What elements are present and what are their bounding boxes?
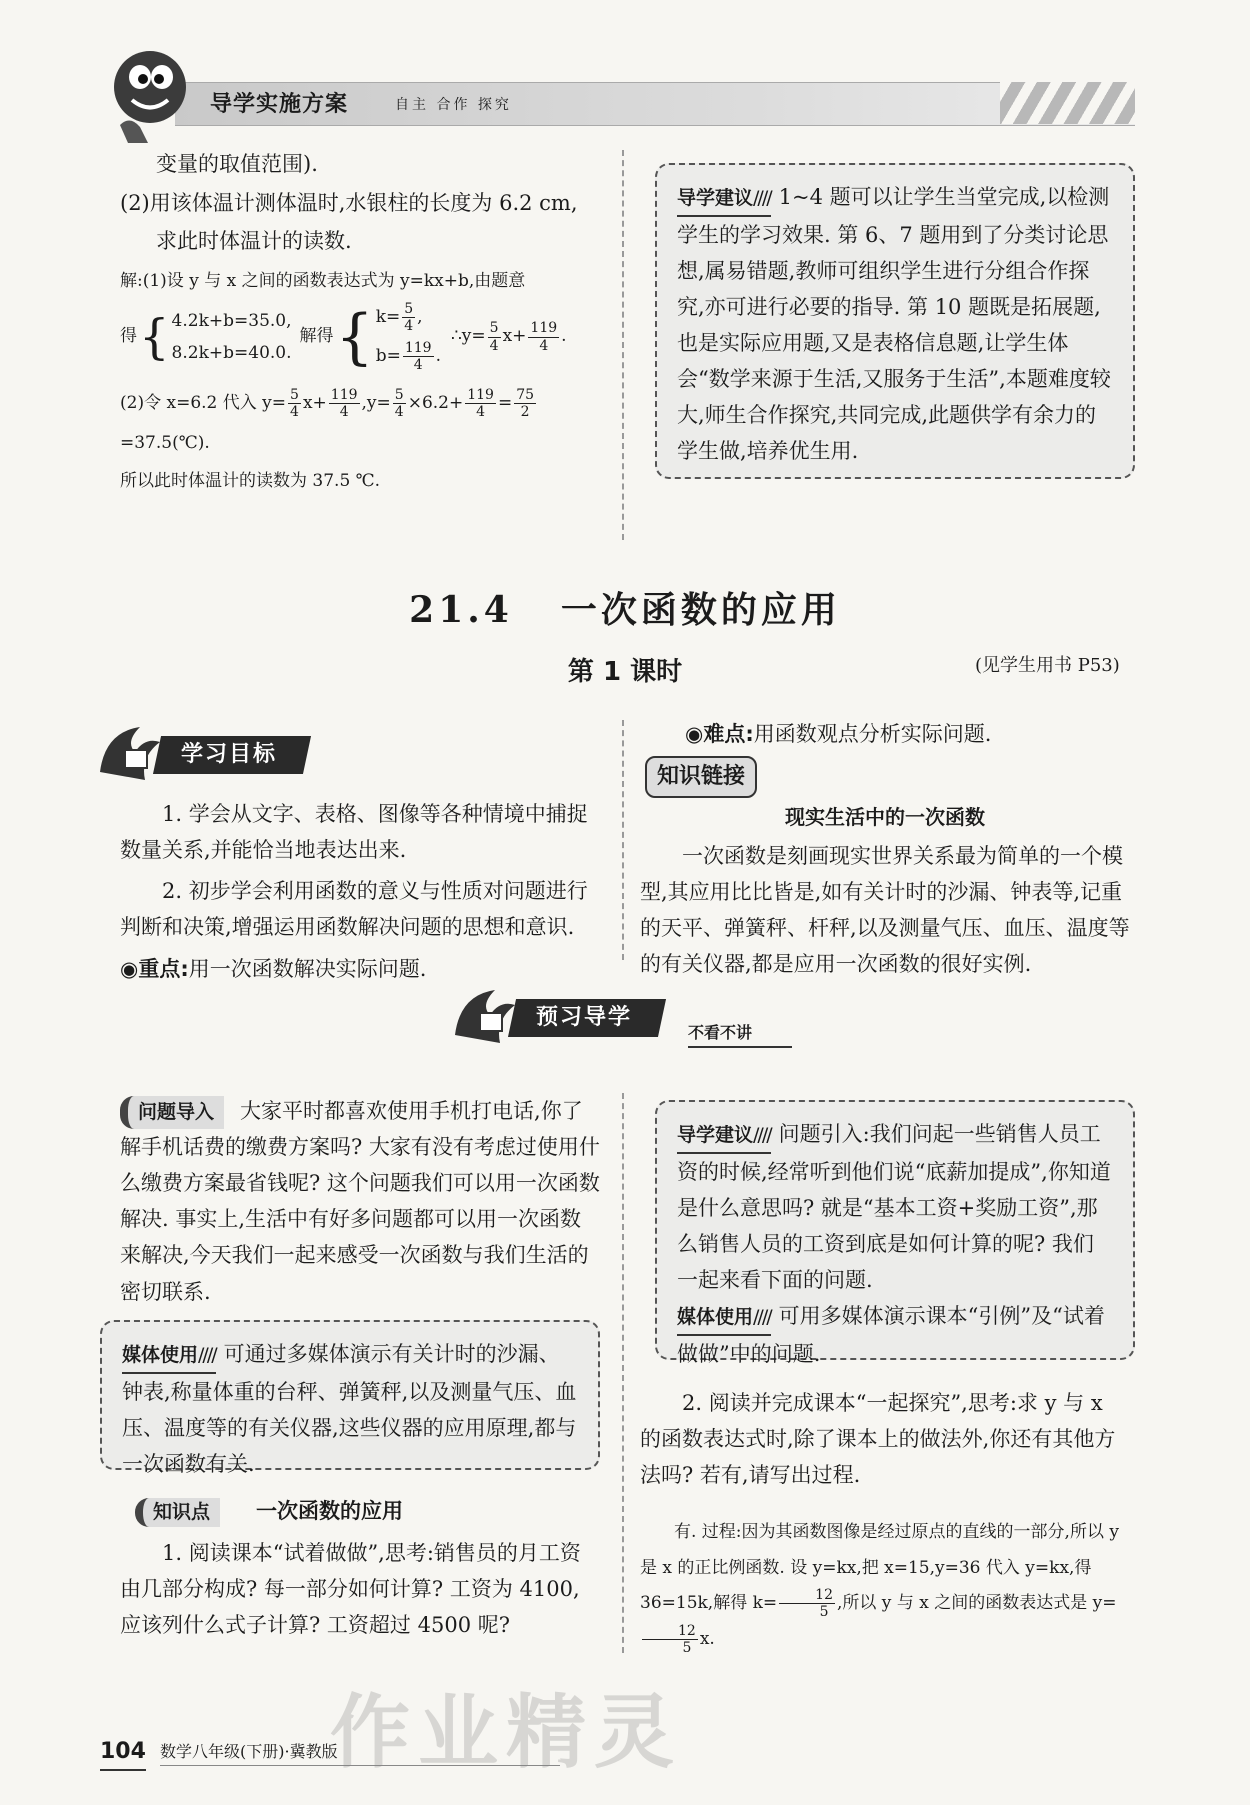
fraction [402, 301, 415, 334]
solution-intro: 解:(1)设 y 与 x 之间的函数表达式为 y=kx+b,由题意 [120, 270, 526, 291]
knowledge-link-text: 一次函数是刻画现实世界关系最为简单的一个模型,其应用比比皆是,如有关计时的沙漏、钟表等,记重的天平、弹簧秤、杆秤,以及测量气压、血压、温度等的有关仪器,都是应用一次函数的很好实例. [640, 844, 1130, 977]
denominator: 5 [819, 1604, 829, 1621]
flame-icon [450, 985, 520, 1047]
denominator: 4 [394, 404, 404, 421]
goals-banner-label [153, 736, 311, 774]
lesson-title: 第 1 课时 [567, 657, 683, 687]
equation-1: 4.2k+b=35.0, [171, 310, 292, 331]
system-equations [172, 305, 292, 370]
conclusion: 所以此时体温计的读数为 37.5 ℃. [120, 470, 381, 491]
media-tag [677, 1301, 771, 1336]
difficulty-text: 用函数观点分析实际问题. [753, 722, 992, 746]
numerator: 12 [642, 1623, 698, 1640]
answer-part: 有. 过程:因为其函数图像是经过原点的直线的一部分,所以 y 是 x 的正比例函数. 设 y=kx,把 x=15,y=36 代入 y=kx,得 36=15k,解得 k= [640, 1522, 1119, 1614]
numerator: 119 [330, 387, 358, 404]
knowledge-link-tag: 知识链接 [645, 756, 757, 798]
guide-tag-label: 导学建议 [677, 187, 754, 209]
guide-tag [677, 182, 771, 217]
hatch-mark: //// [753, 187, 771, 209]
k-label: k= [375, 306, 401, 327]
goal-item: 1. 学会从文字、表格、图像等各种情境中捕捉数量关系,并能恰当地表达出来. [120, 802, 588, 862]
knowledge-link-heading: 现实生活中的一次函数 [785, 805, 985, 829]
numerator: 5 [404, 300, 414, 317]
media-tag [122, 1339, 216, 1374]
section-number: 21.4 [409, 589, 513, 631]
column-divider [622, 1093, 624, 1653]
student-book-ref: (见学生用书 P53) [975, 655, 1120, 676]
denominator: 4 [339, 404, 349, 421]
column-divider [622, 720, 624, 960]
system-prefix: 得 [120, 326, 137, 347]
fraction [465, 387, 496, 420]
numerator: 5 [489, 320, 499, 337]
goals-list [120, 797, 600, 987]
difficulty-label: ◉难点: [685, 722, 754, 746]
text-line: 变量的取值范围). [156, 152, 318, 176]
guide-text: 问题引入:我们问起一些销售人员工资的时候,经常听到他们说“底薪加提成”,你知道是什么意思吗? 就是“基本工资+奖励工资”,那么销售人员的工资到底是如何计算的呢? 我们一起来看下面的问题. [677, 1122, 1111, 1292]
denominator: 4 [290, 404, 299, 421]
hatch-mark: //// [753, 1306, 771, 1329]
key-label: ◉重点: [120, 956, 189, 981]
text-line: 求此时体温计的读数. [156, 229, 352, 254]
guide-tip-box [655, 163, 1135, 479]
brace-left: { [139, 309, 170, 366]
page-number: 104 [100, 1735, 146, 1771]
section-name: 一次函数的应用 [560, 589, 841, 631]
b-label: b= [375, 346, 401, 367]
part2-prefix: (2)令 x=6.2 代入 y= [120, 393, 287, 414]
media-text: 可用多媒体演示课本“引例”及“试着做做”中的问题. [677, 1304, 1105, 1366]
knowledge-point-heading [135, 1495, 595, 1528]
fraction [393, 387, 406, 420]
watermark: 作业精灵 [330, 1685, 682, 1779]
header-subtitle: 自主 合作 探究 [395, 97, 512, 113]
book-name: 数学八年级(下册)·冀教版 [160, 1740, 560, 1766]
top-left-block [120, 148, 600, 495]
preview-banner-label [508, 999, 666, 1037]
media-tag-label: 媒体使用 [122, 1344, 199, 1366]
media-tip-box [100, 1320, 600, 1476]
hatch-mark: //// [753, 1124, 771, 1146]
media-tag-label: 媒体使用 [677, 1306, 754, 1329]
knowledge-point-tag: 知识点 [135, 1498, 220, 1527]
question-2-answer [640, 1515, 1130, 1658]
answer-part: x. [699, 1629, 715, 1650]
goals-banner [95, 722, 365, 784]
intro-text: 大家平时都喜欢使用手机打电话,你了解手机话费的缴费方案吗? 大家有没有考虑过使用什么缴费方案最省钱呢? 这个问题我们可以用一次函数解决. 事实上,生活中有好多问题都可以用一次函数来解决,今天我们一起来感受一次函数与我们生活的密切联系. [120, 1099, 600, 1304]
text-line: (2)用该体温计测体温时,水银柱的长度为 6.2 cm, [120, 190, 578, 215]
header-title: 导学实施方案 [210, 91, 349, 117]
flame-icon [95, 722, 165, 784]
fraction [488, 320, 501, 353]
fraction [403, 340, 434, 373]
denominator: 4 [489, 337, 499, 354]
key-text: 用一次函数解决实际问题. [188, 956, 427, 981]
preview-sub: 不看不讲 [688, 1021, 792, 1048]
header-stripes [1000, 82, 1135, 124]
denominator: 2 [520, 404, 530, 421]
question-1: 1. 阅读课本“试着做做”,思考:销售员的月工资由几部分构成? 每一部分如何计算? 工资为 4100,应该列什么式子计算? 工资超过 4500 呢? [120, 1541, 581, 1638]
goals-banner-text: 学习目标 [181, 742, 278, 767]
solve-word: 解得 [299, 326, 334, 347]
preview-banner-text: 预习导学 [536, 1005, 633, 1030]
guide-tip-box-2 [655, 1100, 1135, 1366]
question-2: 2. 阅读并完成课本“一起探究”,思考:求 y 与 x 的函数表达式时,除了课本上的做法外,你还有其他方法吗? 若有,请写出过程. [640, 1391, 1116, 1488]
denominator: 4 [476, 404, 486, 421]
part2-line [120, 387, 600, 420]
numerator: 75 [516, 387, 535, 404]
denominator: 4 [404, 317, 414, 334]
equation-2: 8.2k+b=40.0. [171, 343, 292, 364]
fraction [514, 387, 536, 420]
numerator: 119 [530, 320, 558, 337]
column-divider [622, 150, 624, 540]
mascot-icon [100, 45, 195, 145]
equation-system: 得 { 4.2k+b=35.0, 8.2k+b=40.0. 解得 { k= $\frac{5}{4}$ , b= $\frac{119}{4}$ . ∴y= $\frac{5}{4}$ x+ $\frac{119}{4}$ . [120, 300, 567, 374]
part2-eq: = [497, 393, 513, 414]
part2-times: ×6.2+ [407, 393, 464, 414]
numerator: 119 [404, 340, 432, 357]
denominator: 5 [682, 1640, 692, 1657]
fraction [528, 320, 559, 353]
fraction [642, 1623, 698, 1656]
k-solution: k= $\frac{5}{4}$ , [375, 300, 423, 334]
part2-y: ,y= [361, 393, 391, 414]
b-solution: b= $\frac{119}{4}$ . [375, 340, 441, 374]
goal-item: 2. 初步学会利用函数的意义与性质对问题进行判断和决策,增强运用函数解决问题的思想和意识. [120, 879, 588, 940]
fraction [779, 1587, 835, 1620]
knowledge-point-title: 一次函数的应用 [256, 1499, 404, 1523]
result-tail: x+ [502, 326, 527, 347]
fraction [288, 387, 301, 420]
numerator: 119 [467, 387, 494, 404]
guide-text: 1~4 题可以让学生当堂完成,以检测学生的学习效果. 第 6、7 题用到了分类讨论思想,属易错题,教师可组织学生进行分组合作探究,亦可进行必要的指导. 第 10 题既是拓展题,也是实际应用题,又是表格信息题,让学生体会“数学来源于生活,又服务于生活”,本题难度较大,师生合作探究,共同完成,此题供学有余力的学生做,培养优生用. [677, 185, 1111, 464]
part2-mid: x+ [302, 393, 327, 414]
therefore: ∴y= [450, 326, 486, 347]
numerator: 5 [290, 387, 299, 404]
key-point [120, 952, 600, 988]
system-solution [376, 301, 441, 373]
denominator: 4 [539, 337, 549, 354]
part2-line2: =37.5(℃). [120, 433, 210, 454]
brace-right: { [335, 302, 374, 373]
answer-part: ,所以 y 与 x 之间的函数表达式是 y= [837, 1593, 1117, 1614]
intro-tag: 问题导入 [120, 1096, 224, 1129]
difficulty-point [685, 718, 1125, 751]
media-text: 可通过多媒体演示有关计时的沙漏、钟表,称量体重的台秤、弹簧秤,以及测量气压、血压、温度等的有关仪器,这些仪器的应用原理,都与一次函数有关. [122, 1342, 577, 1476]
preview-banner [450, 985, 820, 1047]
section-title [0, 583, 1250, 639]
guide-tag-label: 导学建议 [677, 1124, 754, 1146]
numerator: 5 [394, 387, 404, 404]
guide-tag [677, 1119, 771, 1154]
intro-paragraph [120, 1093, 600, 1310]
numerator: 12 [779, 1587, 835, 1604]
denominator: 4 [413, 357, 423, 374]
fraction [329, 387, 360, 420]
hatch-mark: //// [198, 1344, 216, 1366]
